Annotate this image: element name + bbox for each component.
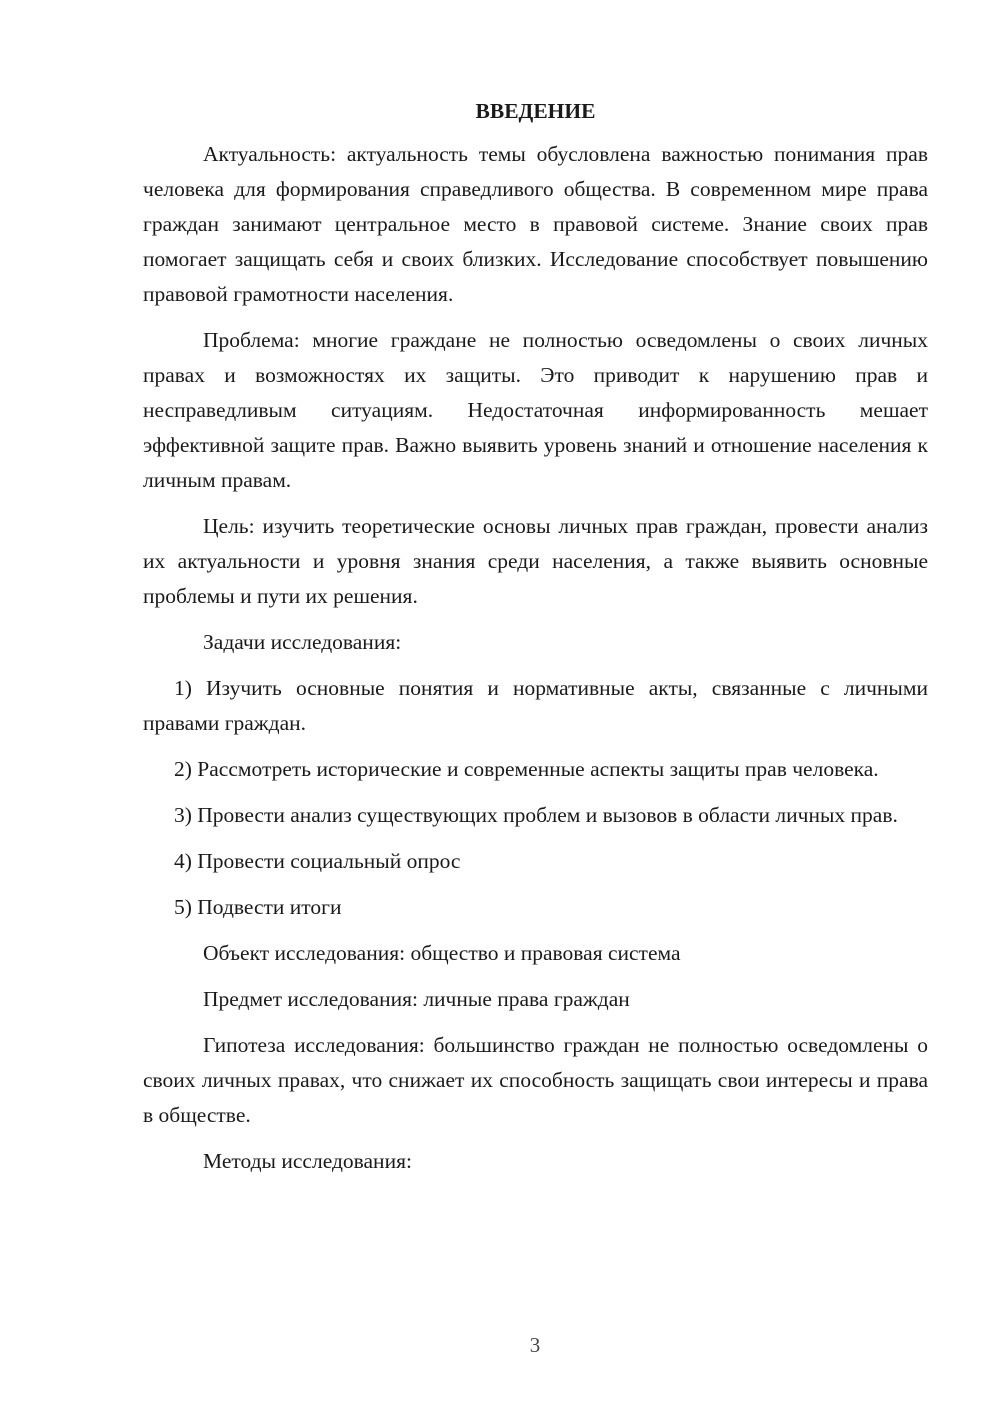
section-title: ВВЕДЕНИЕ xyxy=(475,99,596,123)
paragraph-goal: Цель: изучить теоретические основы личных прав граждан, провести анализ их актуальности и уровня знания среди населения, а также выявить основные проблемы и пути их решения. xyxy=(143,514,928,608)
paragraph-hypothesis: Гипотеза исследования: большинство граждан не полностью осведомлены о своих личных правах, что снижает их способность защищать свои интересы и права в обществе. xyxy=(143,1033,928,1127)
paragraph-object: Объект исследования: общество и правовая система xyxy=(203,941,681,965)
task-item-1: 1) Изучить основные понятия и нормативные акты, связанные с личными правами граждан. xyxy=(143,676,928,735)
paragraph-relevance: Актуальность: актуальность темы обусловлена важностью понимания прав человека для формирования справедливого общества. В современном мире права граждан занимают центральное место в правовой системе. Знание своих прав помогает защищать себя и своих близких. Исследование способствует повышению правовой грамотности населения. xyxy=(143,142,928,306)
tasks-heading: Задачи исследования: xyxy=(203,630,402,654)
paragraph-subject: Предмет исследования: личные права граждан xyxy=(203,987,630,1011)
task-item-3: 3) Провести анализ существующих проблем и вызовов в области личных прав. xyxy=(174,803,898,827)
paragraph-problem: Проблема: многие граждане не полностью осведомлены о своих личных правах и возможностях их защиты. Это приводит к нарушению прав и несправедливым ситуациям. Недостаточная информированность мешает эффективной защите прав. Важно выявить уровень знаний и отношение населения к личным правам. xyxy=(143,328,928,492)
task-item-4: 4) Провести социальный опрос xyxy=(174,849,461,873)
page-number: 3 xyxy=(529,1333,541,1357)
methods-heading: Методы исследования: xyxy=(203,1149,412,1173)
task-item-5: 5) Подвести итоги xyxy=(174,895,342,919)
task-item-2: 2) Рассмотреть исторические и современные аспекты защиты прав человека. xyxy=(174,757,879,781)
document-page xyxy=(143,96,928,1190)
